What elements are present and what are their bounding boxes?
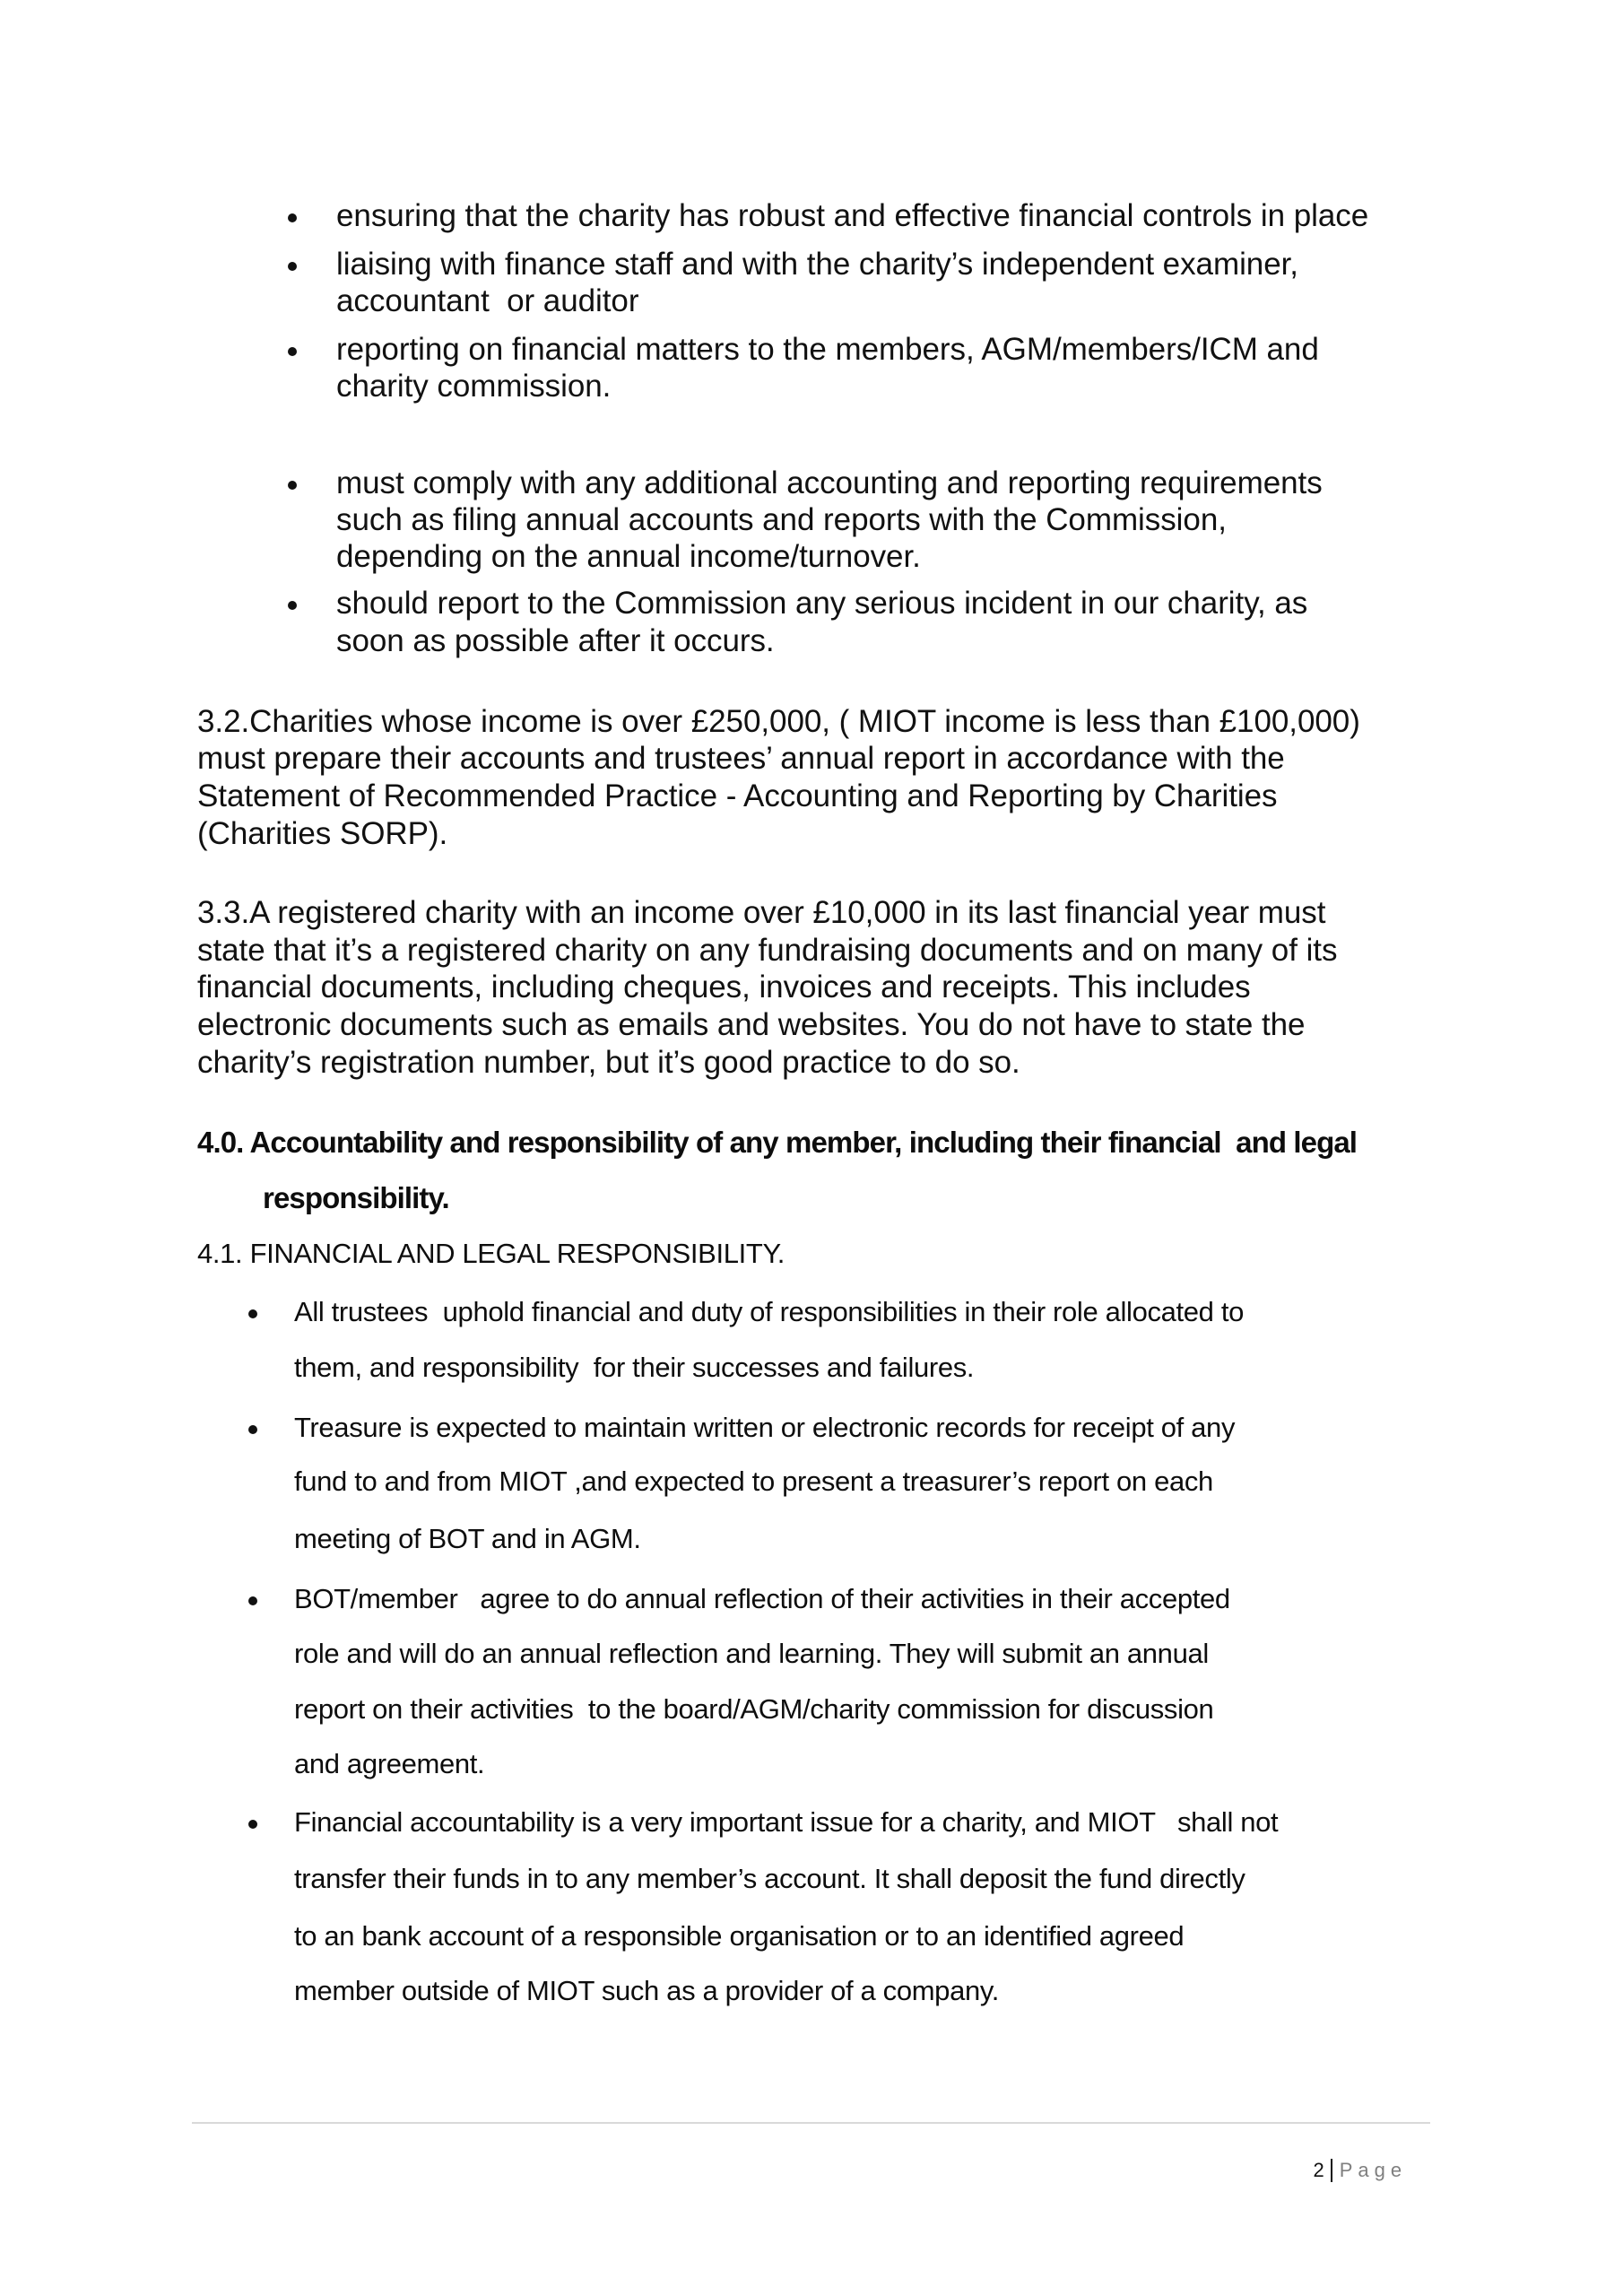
page-separator (1331, 2159, 1332, 2182)
list-item-text: member outside of MIOT such as a provider of a company. (294, 1975, 999, 2006)
list-item-text: must comply with any additional accounting and reporting requirements (336, 465, 1323, 500)
paragraph-line: Statement of Recommended Practice - Accounting and Reporting by Charities (197, 778, 1278, 813)
list-item-text: reporting on financial matters to the members, AGM/members/ICM and (336, 332, 1319, 367)
paragraph-line: 3.3.A registered charity with an income over £10,000 in its last financial year must (197, 895, 1326, 930)
list-item-text: role and will do an annual reflection and learning. They will submit an annual (294, 1638, 1209, 1669)
list-item-text: meeting of BOT and in AGM. (294, 1523, 641, 1554)
paragraph-line: charity’s registration number, but it’s good practice to do so. (197, 1045, 1020, 1080)
list-item-text: report on their activities to the board/AGM/charity commission for discussion (294, 1693, 1214, 1725)
bullet-icon (248, 1596, 257, 1605)
list-item-text: depending on the annual income/turnover. (336, 539, 921, 574)
bullet-icon (248, 1425, 257, 1434)
bullet-icon (288, 601, 297, 610)
paragraph-line: electronic documents such as emails and websites. You do not have to state the (197, 1007, 1306, 1042)
page-label: Page (1339, 2159, 1408, 2181)
heading-line: responsibility. (263, 1181, 449, 1214)
list-item-text: accountant or auditor (336, 283, 639, 318)
bullet-icon (248, 1820, 257, 1829)
bullet-icon (288, 481, 297, 490)
page-number: 2 (1313, 2159, 1324, 2181)
page-footer (1291, 2139, 1407, 2202)
list-item-text: Treasure is expected to maintain written or electronic records for receipt of any (294, 1412, 1236, 1443)
list-item-text: Financial accountability is a very important issue for a charity, and MIOT shall not (294, 1806, 1279, 1838)
paragraph-line: 3.2.Charities whose income is over £250,000, ( MIOT income is less than £100,000) (197, 704, 1360, 739)
paragraph-line: must prepare their accounts and trustees’ annual report in accordance with the (197, 741, 1285, 776)
list-item-text: such as filing annual accounts and reports with the Commission, (336, 502, 1227, 537)
list-item-text: liaising with finance staff and with the charity’s independent examiner, (336, 247, 1298, 282)
list-item-text: soon as possible after it occurs. (336, 623, 775, 658)
bullet-icon (288, 213, 297, 222)
section-heading-4-1: 4.1. FINANCIAL AND LEGAL RESPONSIBILITY. (197, 1238, 785, 1269)
list-item-text: fund to and from MIOT ,and expected to present a treasurer’s report on each (294, 1465, 1213, 1497)
bullet-icon (248, 1309, 257, 1318)
list-item-text: to an bank account of a responsible organisation or to an identified agreed (294, 1920, 1185, 1952)
footer-divider (192, 2122, 1430, 2124)
paragraph-line: state that it’s a registered charity on any fundraising documents and on many of its (197, 933, 1338, 968)
bullet-icon (288, 347, 297, 356)
list-item-text: them, and responsibility for their successes and failures. (294, 1352, 975, 1383)
heading-line: 4.0. Accountability and responsibility of any member, including their financial and legal (197, 1126, 1358, 1159)
list-item-text: charity commission. (336, 369, 612, 404)
list-item-text: transfer their funds in to any member’s account. It shall deposit the fund directly (294, 1863, 1245, 1894)
paragraph-line: financial documents, including cheques, invoices and receipts. This includes (197, 970, 1251, 1004)
list-item-text: All trustees uphold financial and duty of responsibilities in their role allocated to (294, 1296, 1244, 1327)
list-item-text: should report to the Commission any serious incident in our charity, as (336, 586, 1308, 621)
paragraph-line: (Charities SORP). (197, 816, 448, 851)
list-item-text: and agreement. (294, 1748, 485, 1779)
list-item-text: BOT/member agree to do annual reflection of their activities in their accepted (294, 1583, 1230, 1614)
list-item-text: ensuring that the charity has robust and effective financial controls in place (336, 198, 1369, 233)
bullet-icon (288, 262, 297, 271)
